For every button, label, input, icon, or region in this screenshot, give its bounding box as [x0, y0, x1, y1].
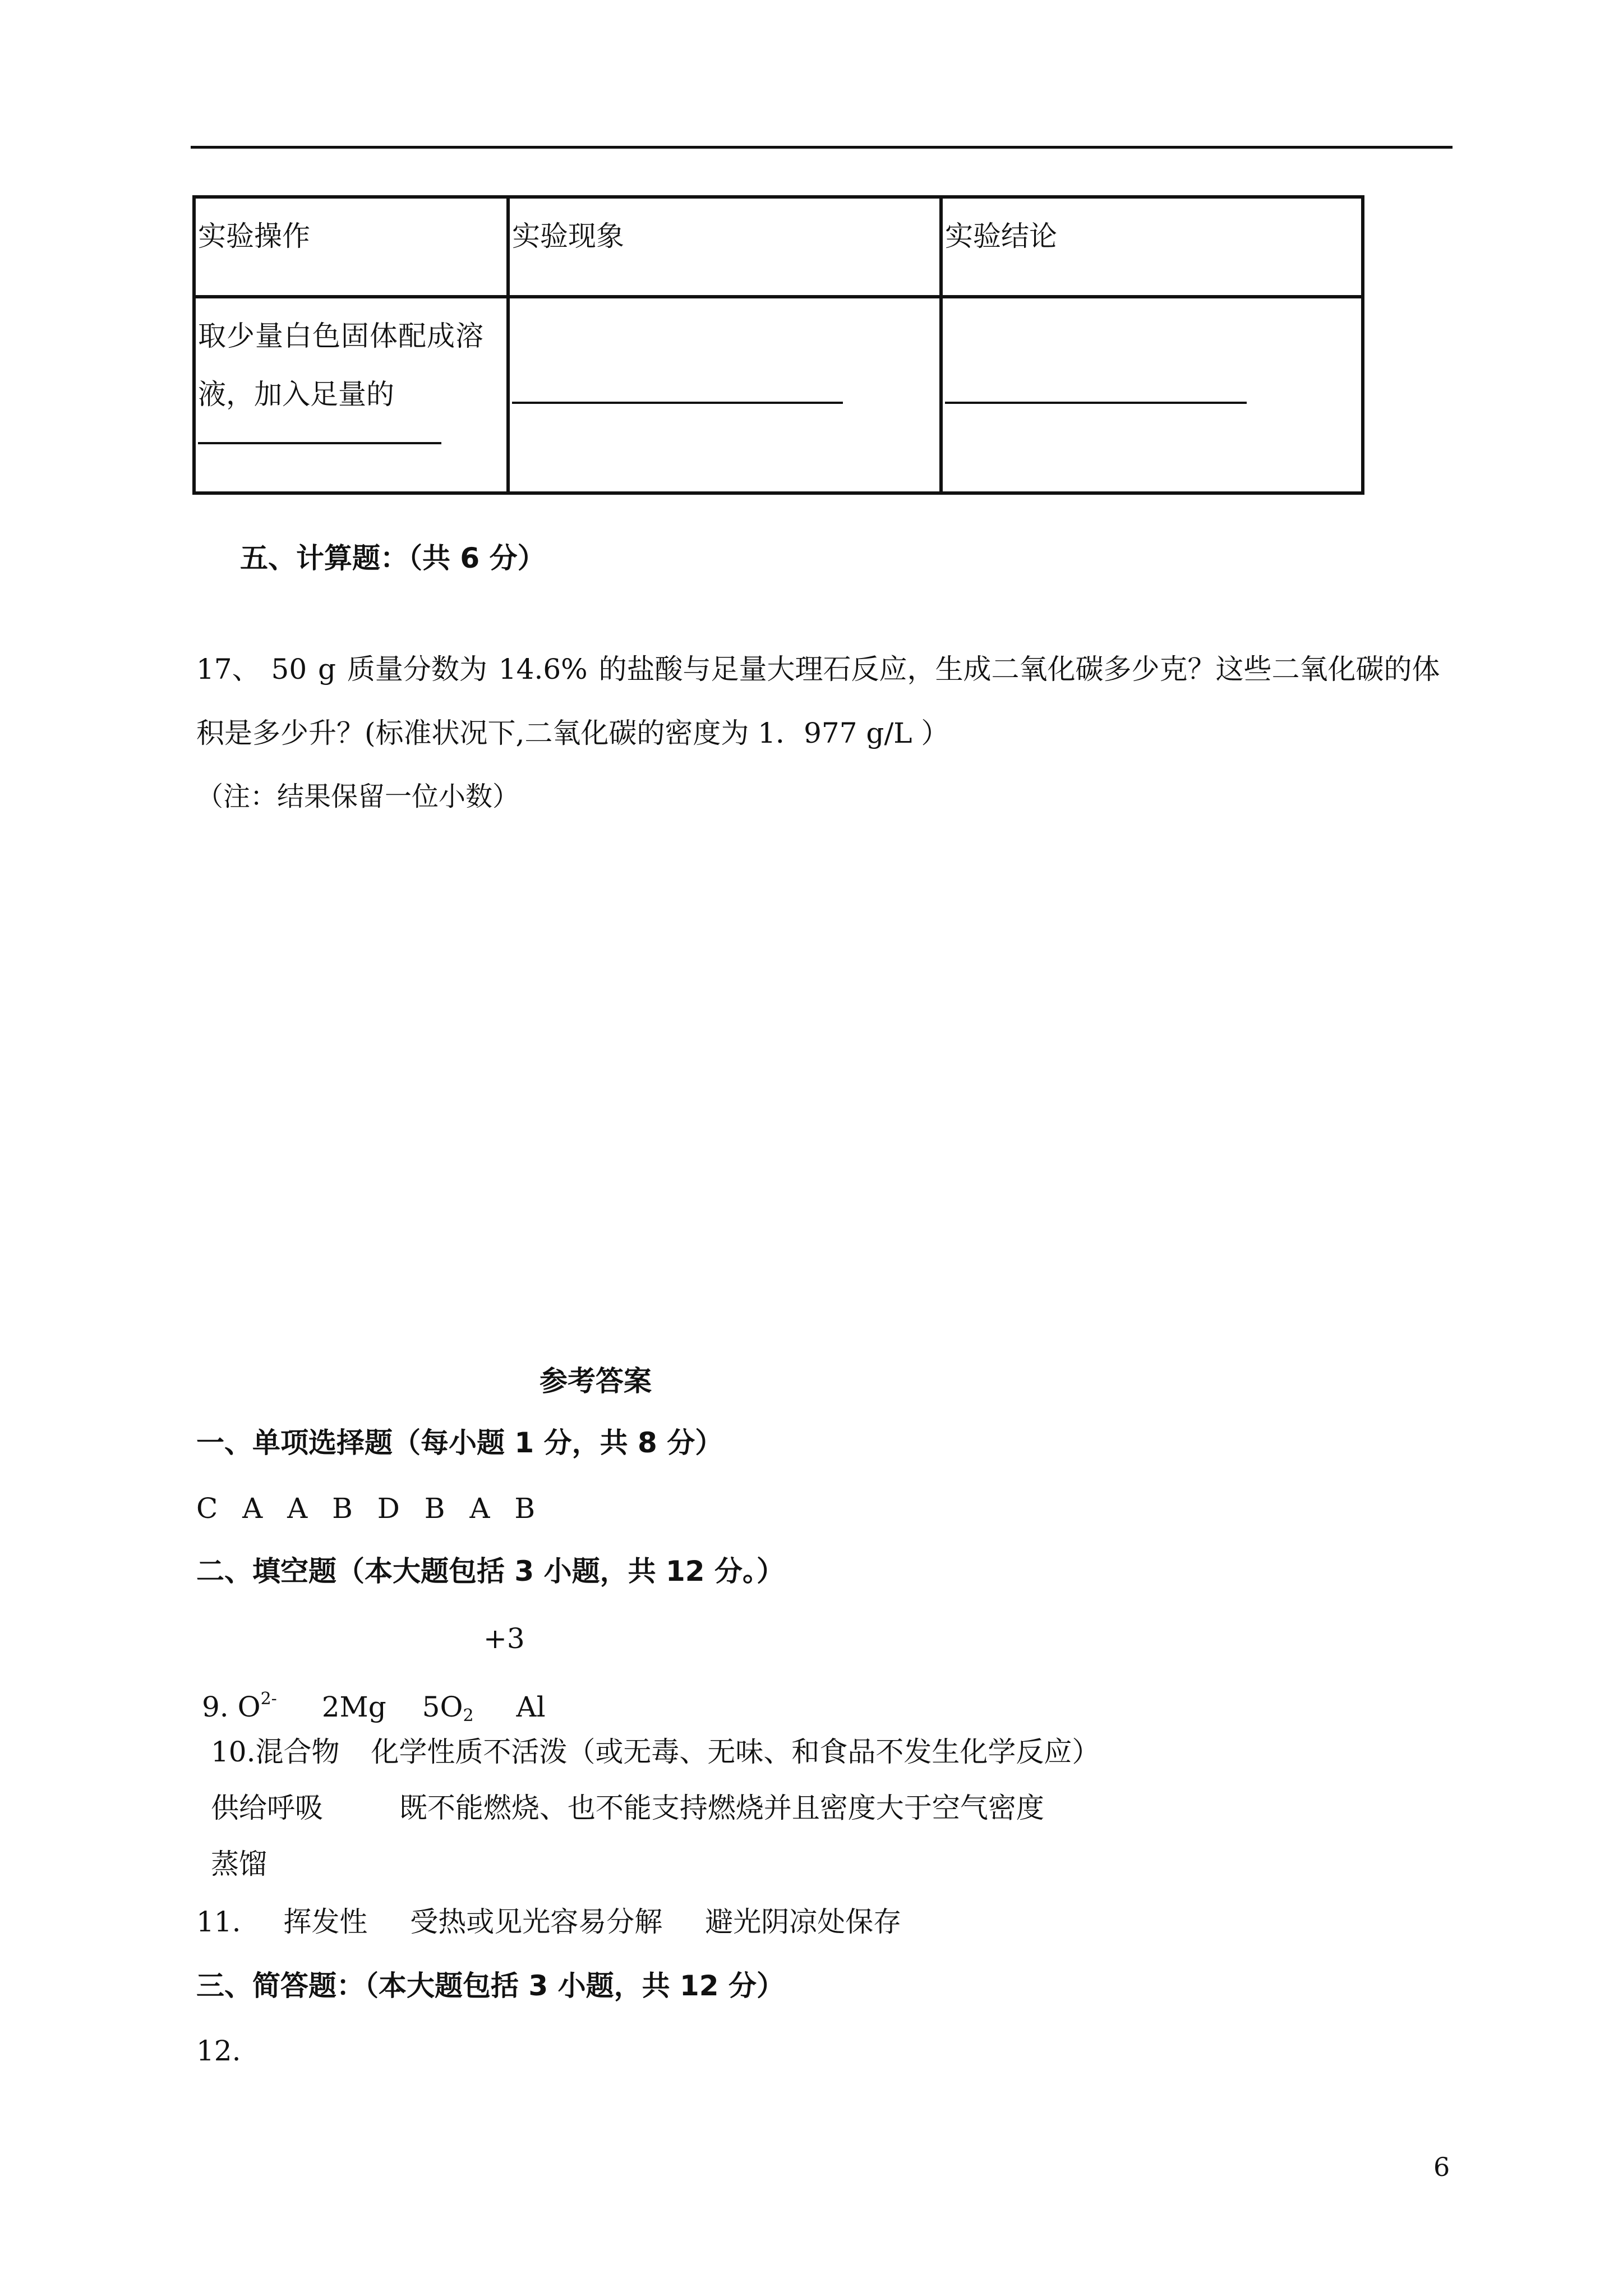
header-cell-phenomenon: 实验现象	[508, 197, 941, 297]
answer9-valence: +3	[483, 1622, 525, 1655]
question17-line2: 积是多少升？(标准状况下,二氧化碳的密度为 1．977 g/L ）	[196, 717, 949, 749]
header-rule	[191, 146, 1453, 149]
question17-note: （注：结果保留一位小数）	[196, 781, 520, 812]
answer10-line1: 10.混合物 化学性质不活泼（或无毒、无味、和食品不发生化学反应）	[211, 1736, 1100, 1768]
phenomenon-answer-blank[interactable]	[512, 402, 843, 404]
answers-section2-title: 二、填空题（本大题包括 3 小题，共 12 分。）	[196, 1555, 785, 1588]
operation-answer-blank[interactable]	[198, 442, 441, 444]
answer10-line3: 蒸馏	[211, 1848, 267, 1880]
question17-line1: 17、 50 g 质量分数为 14.6% 的盐酸与足量大理石反应，生成二氧化碳多少克？这些二氧化碳的体	[196, 653, 1440, 685]
header-cell-operation: 实验操作	[194, 197, 508, 297]
operation-line1: 取少量白色固体配成溶	[198, 320, 484, 352]
answer10-line2: 供给呼吸 既不能燃烧、也不能支持燃烧并且密度大于空气密度	[211, 1792, 1044, 1824]
answer9-line: 9. $O^{2-}$ 2Mg $5O_2$ Al	[202, 1689, 546, 1726]
answers-section3-title: 三、简答题：（本大题包括 3 小题，共 12 分）	[196, 1970, 785, 2002]
answers-section1-title: 一、单项选择题（每小题 1 分，共 8 分）	[196, 1427, 723, 1459]
answer12-label: 12.	[196, 2035, 241, 2067]
answers-section1-values: C A A B D B A B	[196, 1492, 536, 1525]
operation-cell	[194, 297, 508, 493]
answer11-line: 11. 挥发性 受热或见光容易分解 避光阴凉处保存	[196, 1906, 902, 1938]
answers-title: 参考答案	[540, 1365, 652, 1397]
page-number: 6	[1433, 2152, 1450, 2182]
conclusion-cell	[941, 297, 1363, 493]
experiment-table	[192, 195, 1364, 495]
phenomenon-cell	[508, 297, 941, 493]
header-cell-conclusion: 实验结论	[941, 197, 1363, 297]
conclusion-answer-blank[interactable]	[945, 402, 1247, 404]
section5-title: 五、计算题：（共 6 分）	[240, 542, 546, 574]
operation-line2: 液，加入足量的	[198, 378, 394, 411]
